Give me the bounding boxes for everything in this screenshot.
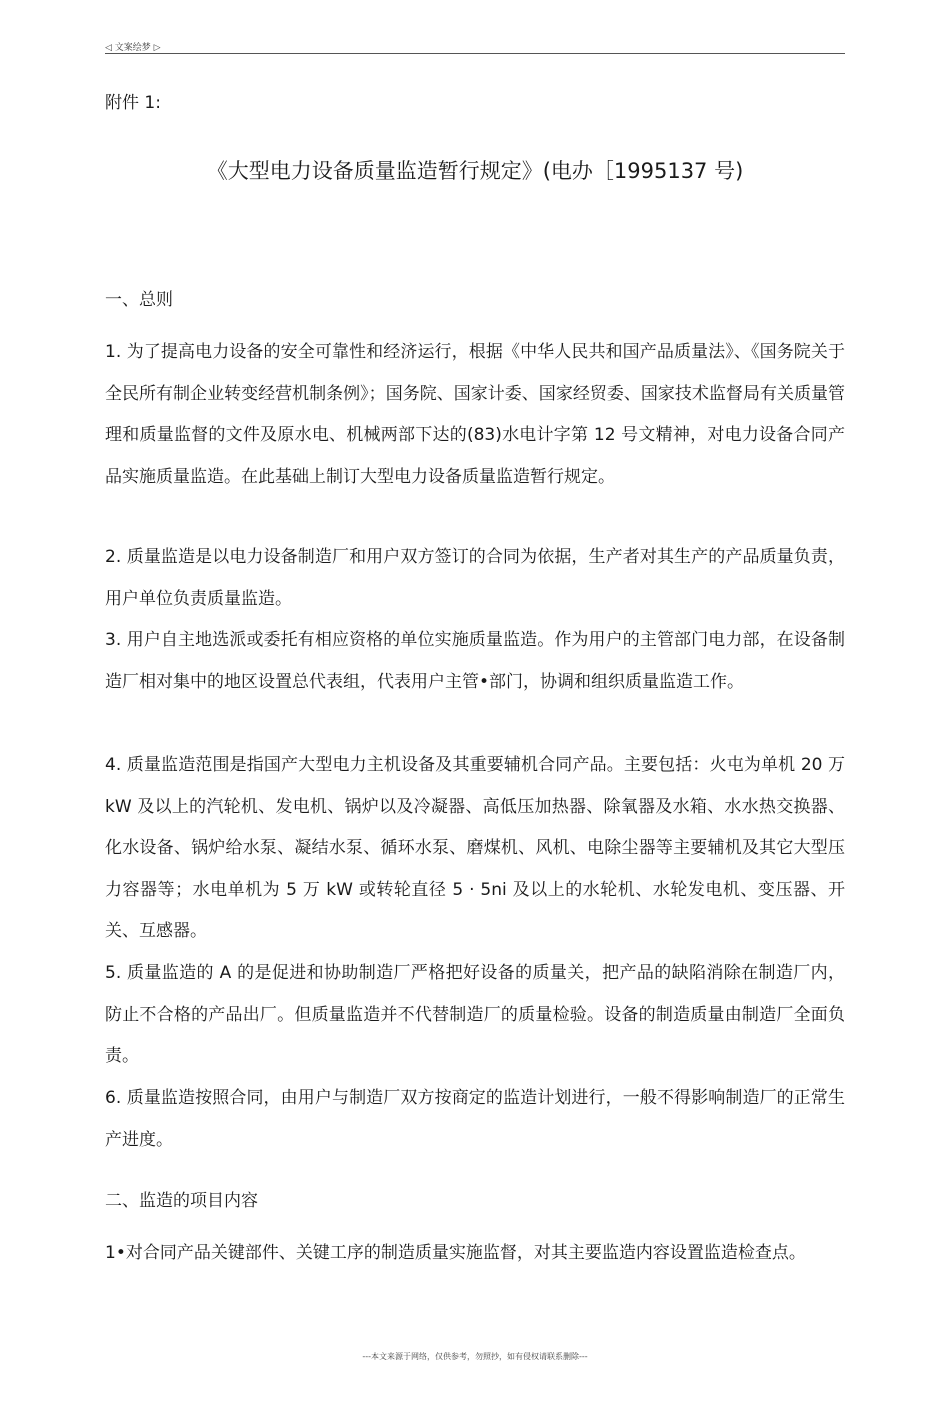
paragraph-2: 2. 质量监造是以电力设备制造厂和用户双方签订的合同为依据，生产者对其生产的产品质量负责，用户单位负责质量监造。 bbox=[105, 547, 845, 609]
header-divider bbox=[105, 53, 845, 54]
paragraph-3: 3. 用户自主地选派或委托有相应资格的单位实施质量监造。作为用户的主管部门电力部，在设备制造厂相对集中的地区设置总代表组，代表用户主管•部门，协调和组织质量监造工作。 bbox=[105, 630, 845, 692]
paragraph-5: 5. 质量监造的 A 的是促进和协助制造厂严格把好设备的质量关，把产品的缺陷消除在制造厂内，防止不合格的产品出厂。但质量监造并不代替制造厂的质量检验。设备的制造质量由制造厂全面负责。 bbox=[105, 963, 845, 1066]
paragraph-7: 1•对合同产品关键部件、关键工序的制造质量实施监督，对其主要监造内容设置监造检查点。 bbox=[105, 1243, 806, 1263]
section-heading-general: 一、总则 bbox=[105, 290, 173, 310]
paragraph-4: 4. 质量监造范围是指国产大型电力主机设备及其重要辅机合同产品。主要包括：火屯为单机 20 万 kW 及以上的汽轮机、发电机、锅炉以及冷凝器、高低压加热器、除氧器及水箱、水水热交换器、化水设备、锅炉给水泵、凝结水泵、循环水泵、磨煤机、风机、电除尘器等主要辅机及其它大型压力容器等；水电单机为 5 万 kW 或转轮直径 5 · 5ni 及以上的水轮机、水轮发电机、变压器、开关、互感器。 bbox=[105, 755, 845, 941]
document-title: 《大型电力设备质量监造暂行规定》(电办［1995137 号) bbox=[206, 159, 744, 183]
page-footer: ---本文来源于网络，仅供参考，勿照抄，如有侵权请联系删除--- bbox=[362, 1352, 588, 1361]
section-heading-items: 二、监造的项目内容 bbox=[105, 1191, 258, 1211]
paragraph-6: 6. 质量监造按照合同，由用户与制造厂双方按商定的监造计划进行，一般不得影响制造厂的正常生产进度。 bbox=[105, 1088, 845, 1150]
attachment-label: 附件 1: bbox=[105, 93, 161, 113]
paragraph-1: 1. 为了提高电力设备的安全可靠性和经济运行，根据《中华人民共和国产品质量法》、《国务院关于全民所有制企业转变经营机制条例》；国务院、国家计委、国家经贸委、国家技术监督局有关质量管理和质量监督的文件及原水电、机械两部下达的(83)水电计字第 12 号文精神，对电力设备合同产品实施质量监造。在此基础上制订大型电力设备质量监造暂行规定。 bbox=[105, 342, 845, 487]
page-header: ◁ 文案绘梦 ▷ bbox=[105, 43, 161, 53]
